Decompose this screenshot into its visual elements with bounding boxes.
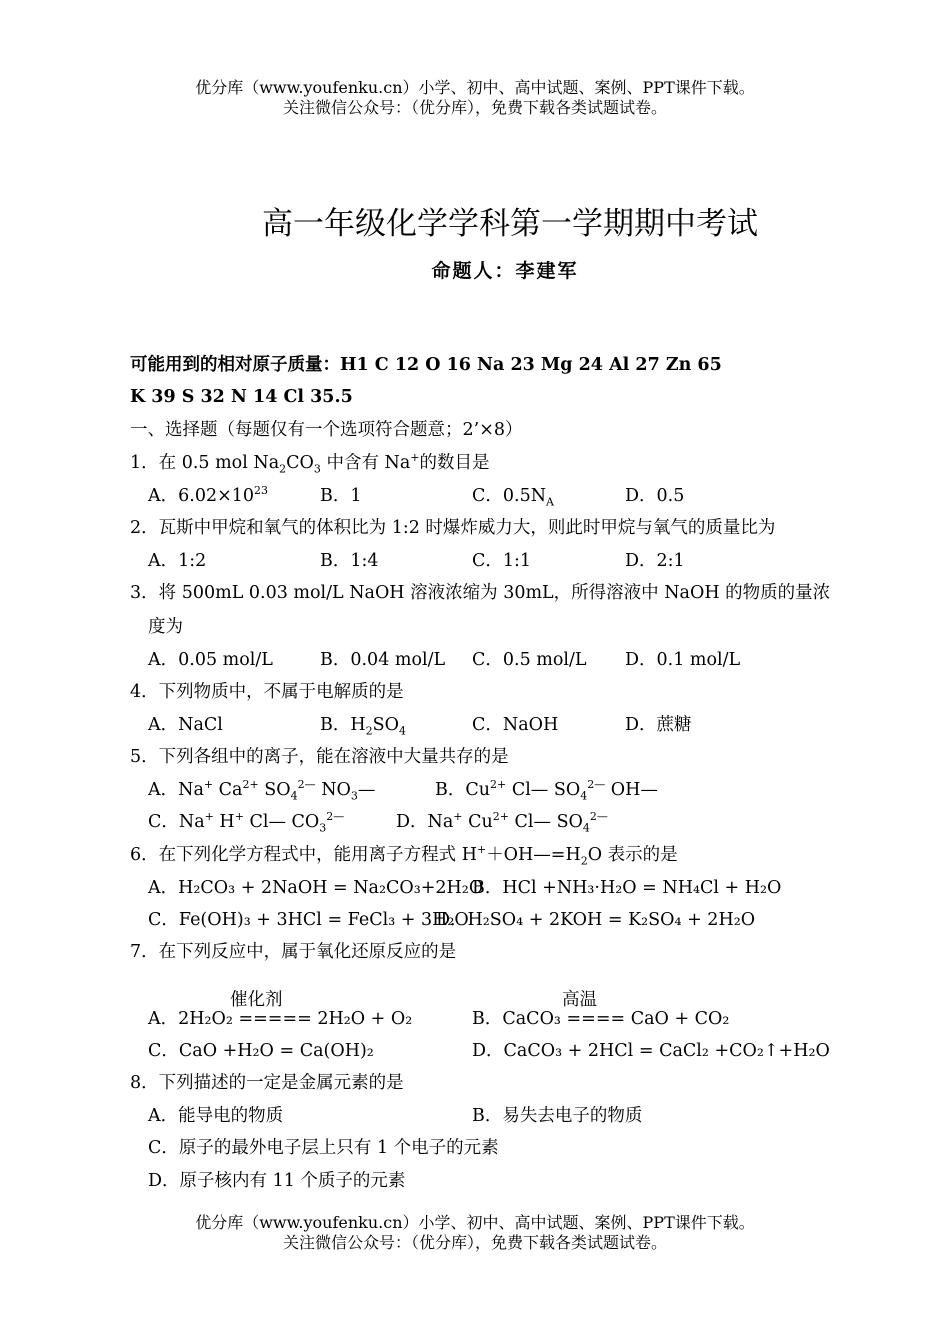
question-4-option-c: C．NaOH <box>472 715 559 735</box>
question-6-stem: 6．在下列化学方程式中，能用离子方程式 $H^++OH—=H_2O$ 表示的是 <box>130 843 678 868</box>
question-7-option-b: B．CaCO₃ ==== CaO + CO₂ <box>472 1009 730 1029</box>
question-3-option-b: B．0.04 mol/L <box>320 650 446 670</box>
question-2-option-d: D．2:1 <box>625 551 685 571</box>
question-5-option-a: A．Na+ $Ca^{2+}$ $SO_4^{2—}$ $NO_3—$ <box>148 778 376 803</box>
question-5-option-d: D．Na+ $Cu^{2+}$ Cl— $SO_4^{2—}$ <box>396 810 608 835</box>
section-heading: 一、选择题（每题仅有一个选项符合题意；2’×8） <box>130 420 523 440</box>
question-1-stem: 1．在 0.5 mol $Na_2CO_3$ 中含有 Na+的数目是 <box>130 451 490 476</box>
exam-author: 命题人：李建军 <box>431 260 579 282</box>
question-3-option-a: A．0.05 mol/L <box>148 650 273 670</box>
question-2-option-a: A．1:2 <box>148 551 207 571</box>
exam-title: 高一年级化学学科第一学期期中考试 <box>262 206 758 242</box>
footer-line-1: 优分库（www.youfenku.cn）小学、初中、高中试题、案例、PPT课件下载。 <box>195 1213 755 1232</box>
question-7-option-d: D．CaCO₃ + 2HCl = CaCl₂ +CO₂↑+H₂O <box>472 1041 830 1061</box>
question-7-condition-catalyst: 催化剂 <box>230 990 283 1010</box>
question-8-stem: 8．下列描述的一定是金属元素的是 <box>130 1073 404 1093</box>
atomic-mass-line-2: K 39 S 32 N 14 Cl 35.5 <box>130 387 353 407</box>
question-8-option-a: A．能导电的物质 <box>148 1106 284 1126</box>
question-6-option-c: C．Fe(OH)₃ + 3HCl = FeCl₃ + 3H₂O <box>148 910 469 930</box>
question-4-option-b: B．$H_2SO_4$ <box>320 715 406 738</box>
question-1-option-d: D．0.5 <box>625 486 685 506</box>
question-8-option-b: B．易失去电子的物质 <box>472 1106 643 1126</box>
question-8-option-c: C．原子的最外电子层上只有 1 个电子的元素 <box>148 1138 499 1158</box>
footer-line-2: 关注微信公众号：（优分库），免费下载各类试题试卷。 <box>282 1233 667 1252</box>
question-6-option-a: A．H₂CO₃ + 2NaOH = Na₂CO₃+2H₂O <box>148 878 484 898</box>
question-3-stem-continued: 度为 <box>148 617 183 637</box>
question-2-option-b: B．1:4 <box>320 551 379 571</box>
question-5-option-c: C．Na+ H+ Cl— $CO_3^{2—}$ <box>148 810 345 835</box>
question-1-option-a: A．$6.02\times 10^{23}$ <box>148 484 269 506</box>
question-6-option-b: B．HCl +NH₃·H₂O = NH₄Cl + H₂O <box>472 878 782 898</box>
question-8-option-d: D．原子核内有 11 个质子的元素 <box>148 1171 406 1191</box>
question-7-condition-high-temp: 高温 <box>562 990 597 1010</box>
question-2-stem: 2．瓦斯中甲烷和氧气的体积比为 1:2 时爆炸威力大，则此时甲烷与氧气的质量比为 <box>130 518 776 538</box>
question-5-option-b: B．$Cu^{2+}$ Cl— $SO_4^{2—}$ OH— <box>435 778 658 803</box>
question-7-option-c: C．CaO +H₂O = Ca(OH)₂ <box>148 1041 374 1061</box>
question-7-stem: 7．在下列反应中，属于氧化还原反应的是 <box>130 942 457 962</box>
question-6-option-d: D．H₂SO₄ + 2KOH = K₂SO₄ + 2H₂O <box>436 910 756 930</box>
question-2-option-c: C．1:1 <box>472 551 532 571</box>
question-3-option-c: C．0.5 mol/L <box>472 650 587 670</box>
question-1-option-c: C．$0.5N_A$ <box>472 486 554 509</box>
question-3-option-d: D．0.1 mol/L <box>625 650 741 670</box>
header-line-1: 优分库（www.youfenku.cn）小学、初中、高中试题、案例、PPT课件下载。 <box>195 78 755 97</box>
question-4-stem: 4．下列物质中，不属于电解质的是 <box>130 682 404 702</box>
question-1-option-b: B．1 <box>320 486 362 506</box>
atomic-mass-line-1: 可能用到的相对原子质量：H1 C 12 O 16 Na 23 Mg 24 Al 27 Zn 65 <box>130 355 722 375</box>
header-line-2: 关注微信公众号：（优分库），免费下载各类试题试卷。 <box>282 98 667 117</box>
question-4-option-a: A．NaCl <box>148 715 223 735</box>
question-4-option-d: D．蔗糖 <box>625 715 692 735</box>
question-3-stem: 3．将 500mL 0.03 mol/L NaOH 溶液浓缩为 30mL，所得溶液中 NaOH 的物质的量浓 <box>130 583 831 603</box>
question-7-option-a: A．2H₂O₂ ===== 2H₂O + O₂ <box>148 1009 413 1029</box>
question-5-stem: 5．下列各组中的离子，能在溶液中大量共存的是 <box>130 747 509 767</box>
